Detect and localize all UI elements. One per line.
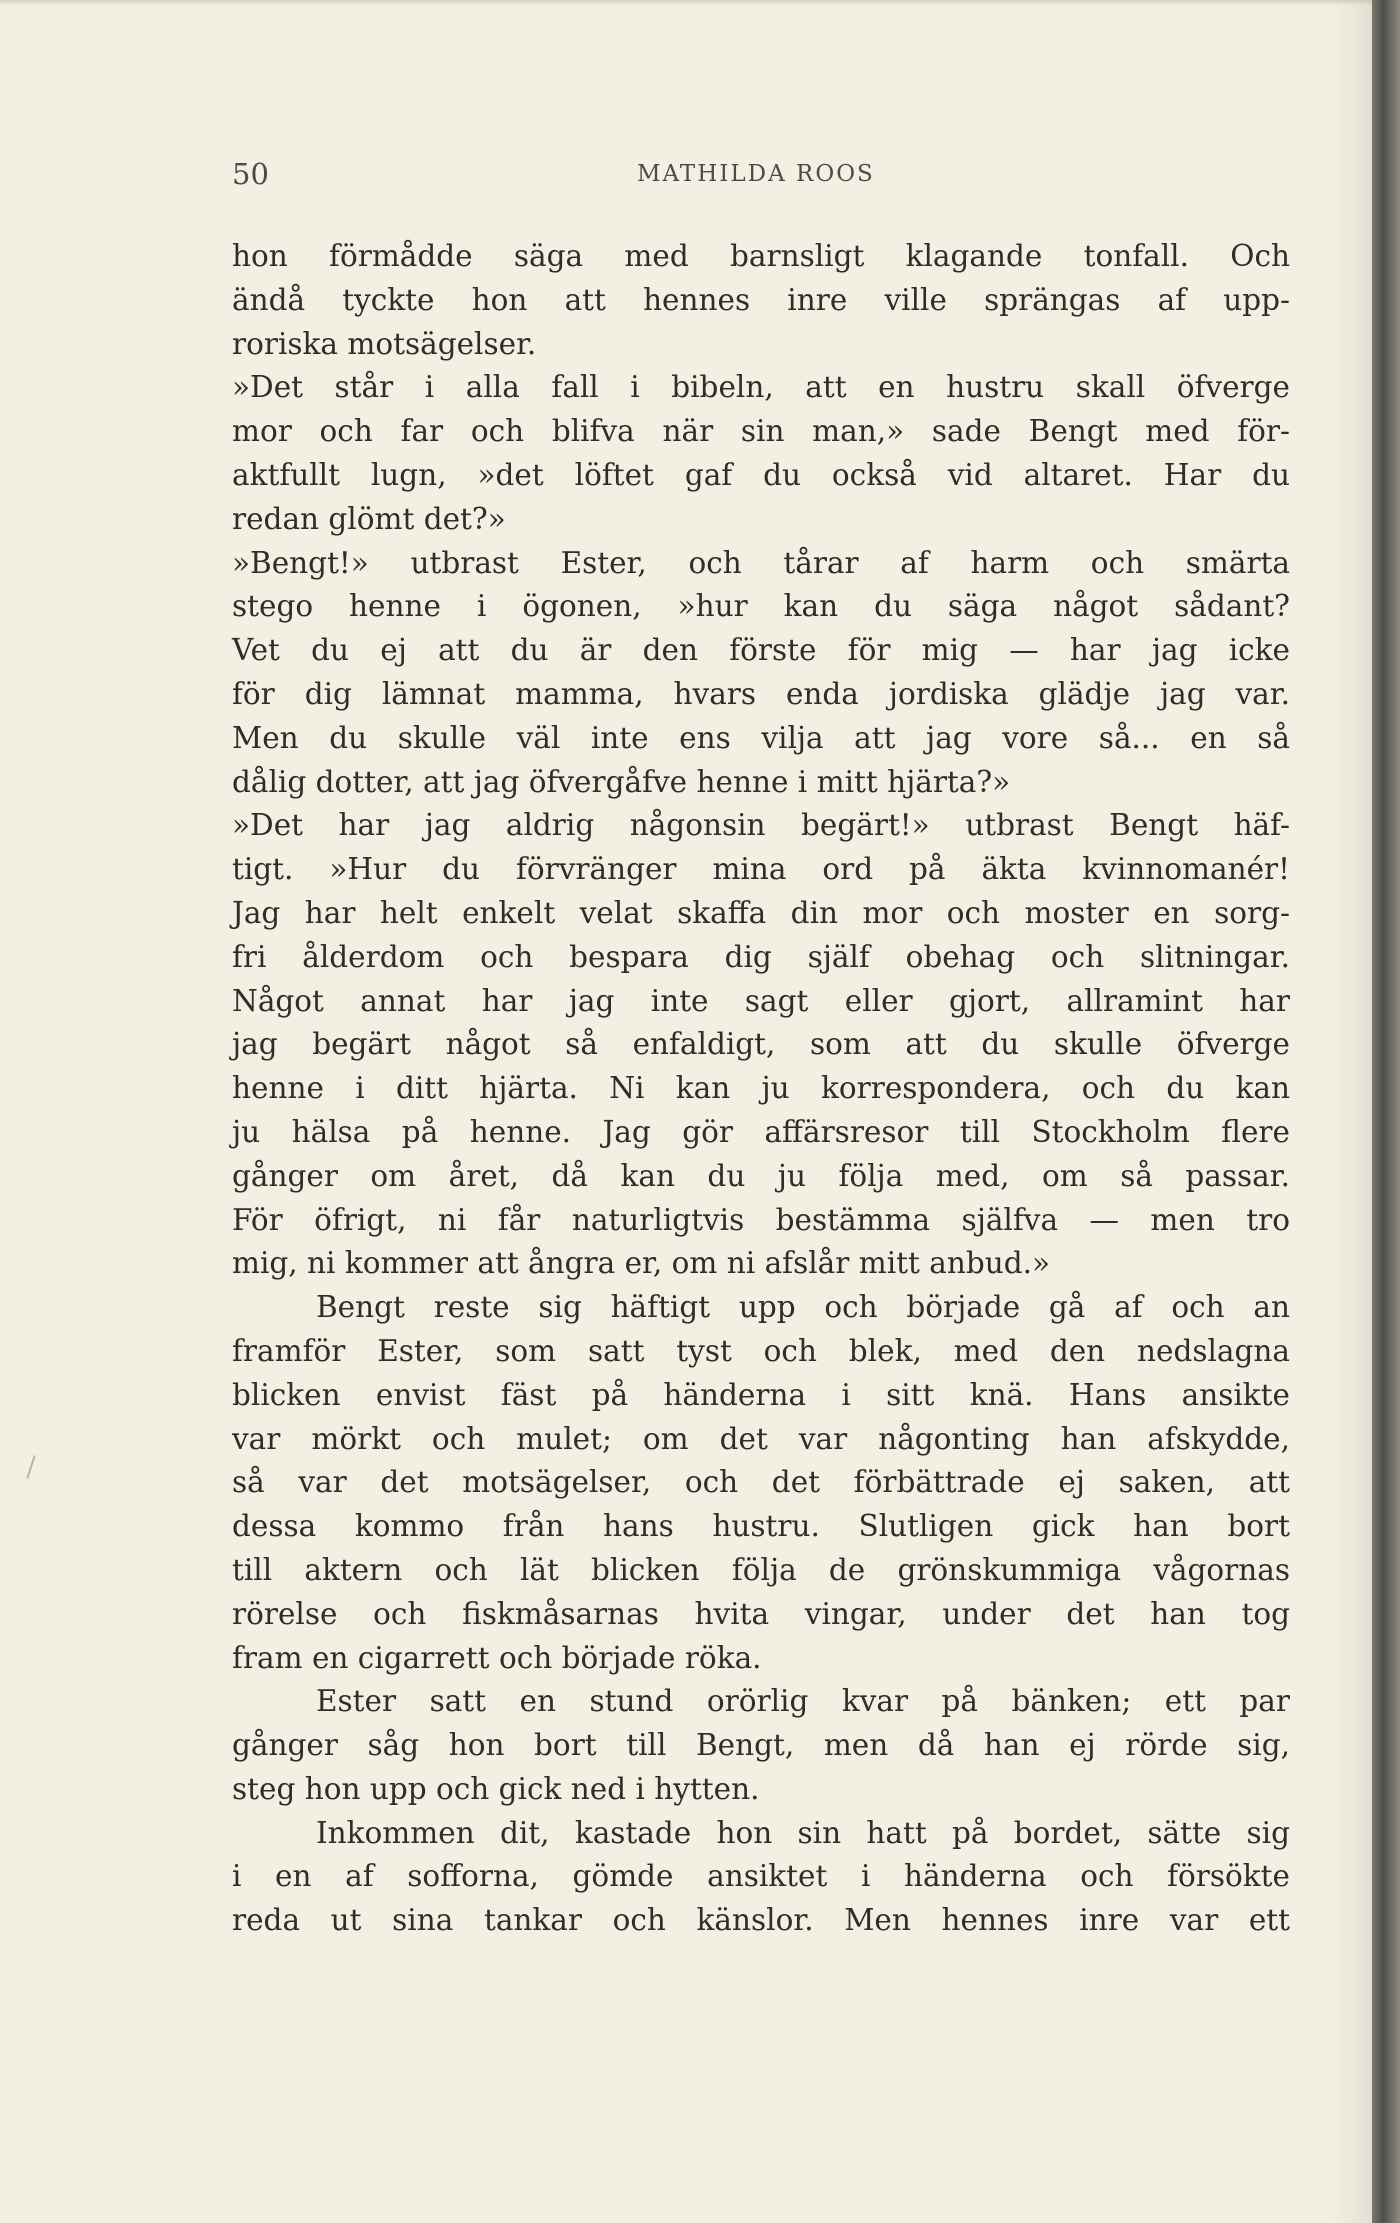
text-line: Vet du ej att du är den förste för mig — har jag icke [232, 633, 1290, 668]
text-line: jag begärt något så enfaldigt, som att du skulle öfverge [232, 1027, 1290, 1062]
text-line: roriska motsägelser. [232, 326, 537, 361]
text-line: Men du skulle väl inte ens vilja att jag vore så... en så [232, 720, 1290, 755]
running-head: MATHILDA ROOS [637, 161, 875, 187]
text-line: till aktern och lät blicken följa de grönskummiga vågornas [232, 1552, 1290, 1587]
gutter-shadow [1332, 0, 1372, 2223]
text-line: »Det står i alla fall i bibeln, att en hustru skall öfverge [232, 370, 1290, 405]
text-line: blicken envist fäst på händerna i sitt knä. Hans ansikte [232, 1377, 1290, 1412]
text-line: tigt. »Hur du förvränger mina ord på äkta kvinnomanér! [232, 852, 1290, 887]
text-line: redan glömt det?» [232, 501, 506, 536]
text-line: stego henne i ögonen, »hur kan du säga något sådant? [232, 589, 1290, 624]
text-line: Något annat har jag inte sagt eller gjort, allramint har [232, 983, 1290, 1018]
text-line: steg hon upp och gick ned i hytten. [232, 1771, 760, 1806]
book-spine-edge [1372, 0, 1400, 2223]
text-line: Ester satt en stund orörlig kvar på bänken; ett par [316, 1684, 1290, 1719]
text-line: hon förmådde säga med barnsligt klagande tonfall. Och [232, 239, 1290, 273]
text-line: gånger såg hon bort till Bengt, men då han ej rörde sig, [232, 1728, 1290, 1763]
text-line: Inkommen dit, kastade hon sin hatt på bordet, sätte sig [316, 1815, 1290, 1850]
text-line: framför Ester, som satt tyst och blek, med den nedslagna [232, 1333, 1290, 1368]
text-line: ändå tyckte hon att hennes inre ville sprängas af upp- [232, 282, 1290, 317]
text-line: fri ålderdom och bespara dig själf obehag och slitningar. [232, 939, 1290, 974]
text-line: För öfrigt, ni får naturligtvis bestämma själfva — men tro [232, 1202, 1290, 1237]
page-top-edge [0, 0, 1372, 6]
text-line: så var det motsägelser, och det förbättrade ej saken, att [232, 1465, 1290, 1500]
text-line: Jag har helt enkelt velat skaffa din mor och moster en sorg- [232, 895, 1290, 930]
text-line: var mörkt och mulet; om det var någonting han afskydde, [232, 1421, 1290, 1456]
text-line: Bengt reste sig häftigt upp och började gå af och an [316, 1290, 1290, 1325]
text-line: rörelse och fiskmåsarnas hvita vingar, under det han tog [232, 1596, 1290, 1631]
text-line: fram en cigarrett och började röka. [232, 1640, 762, 1675]
text-line: dessa kommo från hans hustru. Slutligen gick han bort [232, 1509, 1290, 1544]
text-line: mig, ni kommer att ångra er, om ni afslår mitt anbud.» [232, 1246, 1051, 1281]
text-line: dålig dotter, att jag öfvergåfve henne i mitt hjärta?» [232, 764, 1011, 799]
text-line: gånger om året, då kan du ju följa med, om så passar. [232, 1158, 1290, 1193]
text-line: mor och far och blifva när sin man,» sade Bengt med för- [232, 414, 1290, 449]
text-line: henne i ditt hjärta. Ni kan ju korrespondera, och du kan [232, 1071, 1290, 1106]
body-text [232, 235, 1290, 1943]
page-number: 50 [232, 157, 269, 191]
text-line: ju hälsa på henne. Jag gör affärsresor till Stockholm flere [232, 1114, 1290, 1149]
text-line: »Det har jag aldrig någonsin begärt!» utbrast Bengt häf- [232, 808, 1290, 843]
text-line: i en af sofforna, gömde ansiktet i händerna och försökte [232, 1859, 1290, 1894]
margin-pencil-mark [26, 1455, 35, 1478]
text-line: för dig lämnat mamma, hvars enda jordiska glädje jag var. [232, 676, 1290, 711]
text-line: aktfullt lugn, »det löftet gaf du också vid altaret. Har du [232, 457, 1290, 492]
page-header [232, 157, 1290, 197]
text-line: reda ut sina tankar och känslor. Men hennes inre var ett [232, 1903, 1290, 1938]
text-line: »Bengt!» utbrast Ester, och tårar af harm och smärta [232, 545, 1290, 580]
